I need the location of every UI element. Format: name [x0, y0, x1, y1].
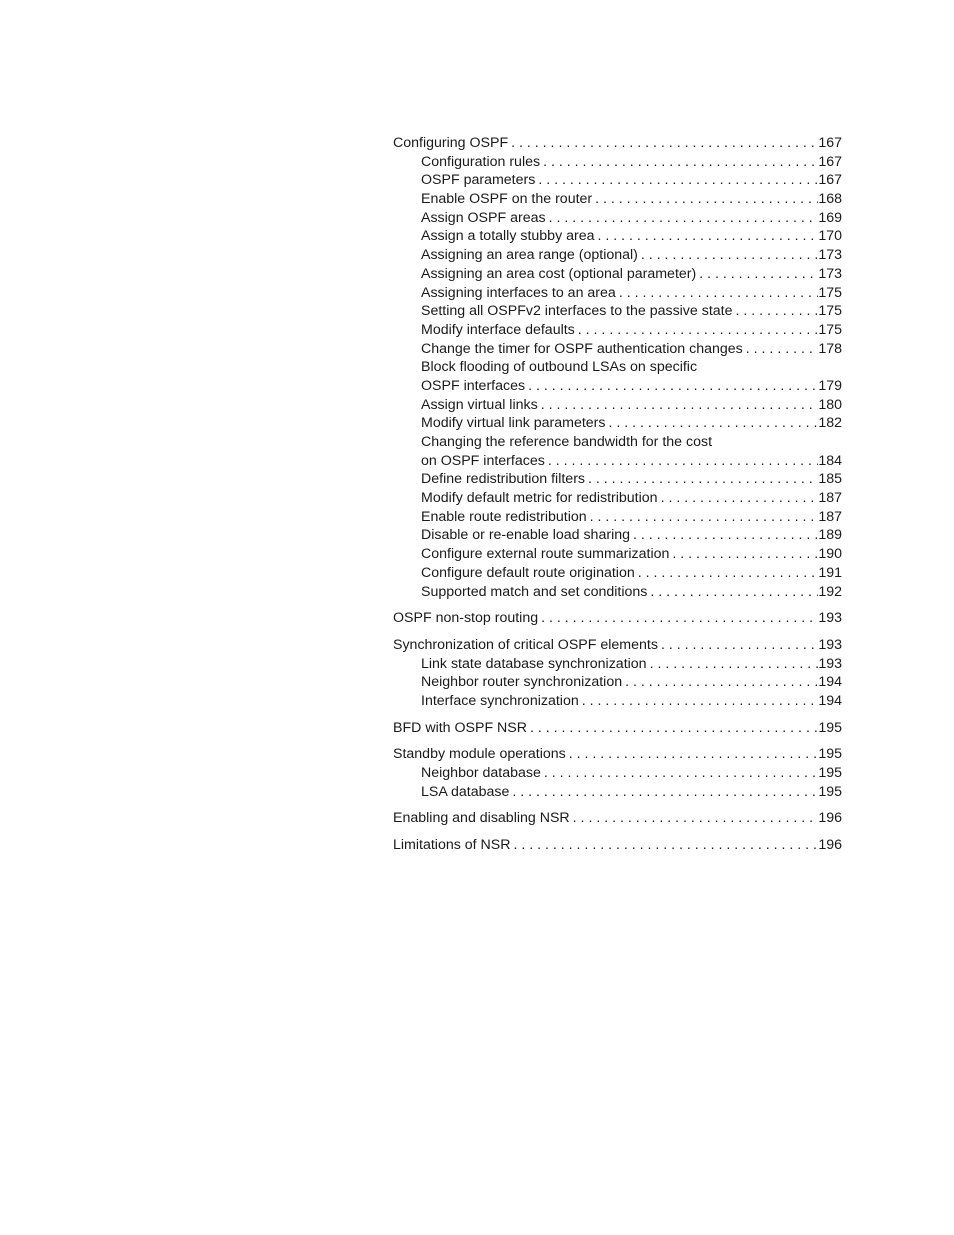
toc-entry-title: Modify virtual link parameters: [421, 415, 606, 432]
toc-heading-entry[interactable]: [393, 719, 842, 738]
dot-leader: [510, 836, 818, 855]
dot-leader: [541, 764, 818, 783]
toc-section: [393, 719, 842, 738]
toc-subentry[interactable]: [393, 783, 842, 802]
toc-subentry[interactable]: [393, 764, 842, 783]
toc-entry-title: Define redistribution filters: [421, 471, 586, 488]
toc-section: [393, 745, 842, 801]
toc-page-number: 194: [818, 692, 842, 709]
toc-entry-title-line: Block flooding of outbound LSAs on specific: [421, 359, 698, 376]
toc-entry-title: LSA database: [421, 783, 510, 800]
dot-leader: [585, 470, 818, 489]
toc-heading-entry[interactable]: [393, 745, 842, 764]
toc-entry-title: OSPF non-stop routing: [393, 610, 539, 627]
toc-section: [393, 609, 842, 628]
toc-entry-title: Neighbor router synchronization: [421, 674, 623, 691]
toc-entry-title: Assigning an area range (optional): [421, 247, 638, 264]
dot-leader: [575, 321, 819, 340]
toc-subentry[interactable]: [393, 545, 842, 564]
toc-page-number: 175: [818, 284, 842, 301]
dot-leader: [570, 809, 819, 828]
dot-leader: [743, 340, 819, 359]
toc-page-number: 167: [818, 135, 842, 151]
toc-subentry[interactable]: [393, 153, 842, 172]
toc-page-number: 189: [818, 527, 842, 544]
toc-subentry[interactable]: [393, 655, 842, 674]
toc-heading-entry[interactable]: [393, 636, 842, 655]
toc-page-number: 184: [818, 452, 842, 469]
toc-page-number: 182: [818, 415, 842, 432]
toc-page-number: 167: [818, 172, 842, 189]
toc-entry-title: Assigning an area cost (optional parameter): [421, 265, 697, 282]
dot-leader: [622, 673, 818, 692]
toc-page-number: 168: [818, 191, 842, 208]
toc-entry-title: Assign OSPF areas: [421, 209, 546, 226]
toc-entry-title: Configure default route origination: [421, 564, 635, 581]
toc-entry-title: Enabling and disabling NSR: [393, 810, 570, 827]
dot-leader: [635, 564, 819, 583]
toc-entry-title: on OSPF interfaces: [421, 452, 545, 469]
toc-entry-title: BFD with OSPF NSR: [393, 719, 528, 736]
toc-page-number: 193: [818, 655, 842, 672]
toc-subentry[interactable]: [393, 583, 842, 602]
toc-page-number: 173: [818, 265, 842, 282]
toc-section: [393, 134, 842, 601]
toc-entry-title: Limitations of NSR: [393, 837, 511, 854]
toc-subentry[interactable]: [393, 673, 842, 692]
dot-leader: [658, 489, 819, 508]
toc-page-number: 187: [818, 508, 842, 525]
toc-subentry[interactable]: [393, 396, 842, 415]
dot-leader: [545, 452, 819, 471]
toc-subentry[interactable]: [393, 321, 842, 340]
dot-leader: [647, 583, 818, 602]
toc-page-number: 193: [818, 610, 842, 627]
toc-entry-title: Synchronization of critical OSPF elements: [393, 636, 658, 653]
toc-heading-entry[interactable]: [393, 134, 842, 153]
dot-leader: [509, 783, 818, 802]
dot-leader: [669, 545, 818, 564]
dot-leader: [638, 246, 818, 265]
toc-subentry[interactable]: [393, 452, 842, 471]
dot-leader: [546, 209, 819, 228]
toc-page-number: 196: [818, 810, 842, 827]
toc-page-number: 195: [818, 746, 842, 763]
toc-subentry[interactable]: [393, 265, 842, 284]
toc-entry-title: Configure external route summarization: [421, 546, 670, 563]
toc-subentry[interactable]: [393, 377, 842, 396]
toc-heading-entry[interactable]: [393, 609, 842, 628]
toc-entry-title-line: Changing the reference bandwidth for the cost: [421, 434, 713, 450]
toc-subentry[interactable]: [393, 209, 842, 228]
toc-subentry[interactable]: [393, 171, 842, 190]
toc-entry-title: Change the timer for OSPF authentication changes: [421, 340, 743, 357]
toc-page-number: 180: [818, 396, 842, 413]
toc-entry-title: Assigning interfaces to an area: [421, 284, 616, 301]
toc-section: [393, 636, 842, 711]
toc-entry-title: Standby module operations: [393, 746, 566, 763]
toc-subentry[interactable]: [393, 508, 842, 527]
toc-subentry[interactable]: [393, 340, 842, 359]
dot-leader: [535, 171, 818, 190]
toc-page-number: 175: [818, 321, 842, 338]
toc-entry-title: OSPF interfaces: [421, 377, 526, 394]
toc-page-number: 195: [818, 783, 842, 800]
toc-entry-title: Interface synchronization: [421, 692, 579, 709]
toc-page-number: 173: [818, 247, 842, 264]
toc-section: [393, 809, 842, 828]
toc-heading-entry[interactable]: [393, 836, 842, 855]
toc-section: [393, 836, 842, 855]
toc-subentry[interactable]: [393, 302, 842, 321]
toc-page-number: 190: [818, 546, 842, 563]
toc-page-number: 195: [818, 719, 842, 736]
toc-entry-title: Supported match and set conditions: [421, 583, 648, 600]
toc-page-number: 187: [818, 490, 842, 507]
toc-page-number: 178: [818, 340, 842, 357]
toc-subentry[interactable]: [393, 526, 842, 545]
dot-leader: [595, 227, 819, 246]
toc-page-number: 193: [818, 636, 842, 653]
toc-page-number: 195: [818, 765, 842, 781]
toc-page-number: 192: [818, 583, 842, 600]
dot-leader: [733, 302, 819, 321]
dot-leader: [525, 377, 818, 396]
toc-entry-title: Link state database synchronization: [421, 655, 647, 672]
toc-subentry[interactable]: [393, 414, 842, 433]
dot-leader: [566, 745, 819, 764]
toc-page-number: 185: [818, 471, 842, 488]
toc-entry-title: OSPF parameters: [421, 172, 536, 189]
dot-leader: [540, 153, 818, 172]
dot-leader: [527, 719, 818, 738]
dot-leader: [592, 190, 818, 209]
toc-page-number: 191: [818, 564, 842, 581]
toc-subentry[interactable]: [393, 227, 842, 246]
toc-page-number: 194: [818, 674, 842, 691]
toc-page-number: 175: [818, 303, 842, 320]
dot-leader: [579, 692, 819, 711]
dot-leader: [508, 134, 818, 153]
toc-page-number: 179: [818, 377, 842, 394]
dot-leader: [587, 508, 819, 527]
toc-entry-title: Enable route redistribution: [421, 508, 587, 525]
toc-entry-title: Assign virtual links: [421, 396, 538, 413]
dot-leader: [647, 655, 819, 674]
toc-entry-title: Modify default metric for redistribution: [421, 490, 658, 507]
table-of-contents: [393, 134, 842, 855]
dot-leader: [538, 396, 819, 415]
toc-subentry[interactable]: [393, 564, 842, 583]
dot-leader: [696, 265, 818, 284]
dot-leader: [630, 526, 818, 545]
dot-leader: [538, 609, 818, 628]
dot-leader: [658, 636, 818, 655]
toc-entry-title: Modify interface defaults: [421, 321, 575, 338]
toc-entry-title: Setting all OSPFv2 interfaces to the passive state: [421, 303, 733, 320]
toc-page-number: 196: [818, 837, 842, 854]
toc-subentry[interactable]: [393, 692, 842, 711]
toc-subentry[interactable]: [393, 190, 842, 209]
toc-entry-title: Enable OSPF on the router: [421, 191, 593, 208]
toc-entry-title: Disable or re-enable load sharing: [421, 527, 630, 544]
toc-page-number: 169: [818, 209, 842, 226]
toc-entry-title: Configuring OSPF: [393, 135, 509, 151]
dot-leader: [616, 284, 819, 303]
dot-leader: [606, 414, 819, 433]
toc-entry-title: Assign a totally stubby area: [421, 228, 595, 245]
toc-subentry[interactable]: [393, 284, 842, 303]
toc-subentry[interactable]: [393, 470, 842, 489]
toc-subentry[interactable]: [393, 489, 842, 508]
toc-entry-title: Configuration rules: [421, 153, 541, 170]
toc-page-number: 167: [818, 153, 842, 170]
toc-subentry[interactable]: [393, 246, 842, 265]
toc-page-number: 170: [818, 228, 842, 245]
toc-entry-title: Neighbor database: [421, 765, 541, 781]
toc-heading-entry[interactable]: [393, 809, 842, 828]
